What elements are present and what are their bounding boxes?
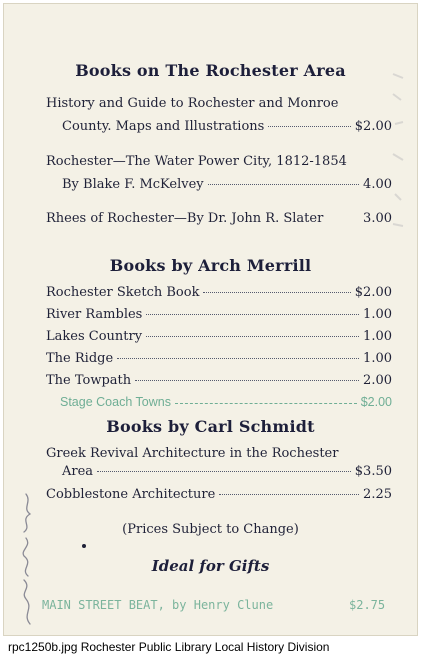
bottom-stamp-price: $2.75 (349, 598, 386, 612)
entry-price: 1.00 (363, 307, 392, 322)
price-entry (46, 351, 392, 369)
price-entry (46, 307, 392, 325)
entry-title: The Towpath (46, 373, 132, 388)
entry-price: $2.00 (354, 285, 392, 300)
dot-leader (208, 184, 359, 185)
entry-title: River Rambles (46, 307, 143, 322)
entry-price: 2.25 (363, 487, 392, 502)
price-entry (46, 285, 392, 303)
tagline: Ideal for Gifts (151, 557, 270, 575)
dot-leader (203, 292, 350, 293)
dot-leader (219, 494, 359, 495)
pencil-annotation (12, 484, 42, 634)
bleed-through-marks (387, 64, 409, 244)
stamped-price: $2.00 (360, 395, 392, 409)
price-entry (62, 119, 392, 137)
dot-leader (135, 380, 359, 381)
section-heading-rochester-area: Books on The Rochester Area (75, 61, 346, 80)
entry-title: Rhees of Rochester—By Dr. John R. Slater (46, 211, 324, 226)
price-entry (46, 329, 392, 347)
dot-leader (117, 358, 359, 359)
entry-title: By Blake F. McKelvey (62, 177, 204, 192)
price-list-card (3, 3, 418, 636)
entry-price: $3.50 (354, 464, 392, 479)
entry-title: The Ridge (46, 351, 114, 366)
section-heading-arch-merrill: Books by Arch Merrill (109, 256, 312, 275)
dot-leader (97, 471, 351, 472)
dot-leader (268, 126, 350, 127)
price-entry (46, 373, 392, 391)
section-heading-carl-schmidt: Books by Carl Schmidt (106, 417, 315, 436)
dot-leader (146, 336, 359, 337)
entry-line: Greek Revival Architecture in the Rochester (46, 446, 339, 461)
entry-price: 2.00 (363, 373, 392, 388)
entry-price: 3.00 (363, 211, 392, 226)
price-entry (62, 177, 392, 195)
ink-dot (82, 544, 86, 548)
entry-title: Cobblestone Architecture (46, 487, 216, 502)
dot-leader (146, 314, 359, 315)
price-note: (Prices Subject to Change) (122, 522, 299, 537)
entry-price: 1.00 (363, 329, 392, 344)
price-entry (46, 211, 392, 229)
stamped-title: Stage Coach Towns (60, 395, 171, 409)
entry-line: History and Guide to Rochester and Monroe (46, 96, 339, 111)
entry-title: Area (62, 464, 94, 479)
entry-title: Lakes Country (46, 329, 143, 344)
entry-price: 1.00 (363, 351, 392, 366)
price-entry (62, 464, 392, 482)
stamped-entry (60, 395, 392, 411)
entry-title: Rochester Sketch Book (46, 285, 200, 300)
image-caption: rpc1250b.jpg Rochester Public Library Local History Division (8, 640, 330, 654)
entry-line: Rochester—The Water Power City, 1812-1854 (46, 154, 347, 169)
bottom-stamp-text: MAIN STREET BEAT, by Henry Clune (42, 598, 274, 612)
price-entry (46, 487, 392, 505)
entry-price: 4.00 (363, 177, 392, 192)
entry-title: County. Maps and Illustrations (62, 119, 265, 134)
stamped-dash-leader (175, 403, 357, 404)
entry-price: $2.00 (354, 119, 392, 134)
